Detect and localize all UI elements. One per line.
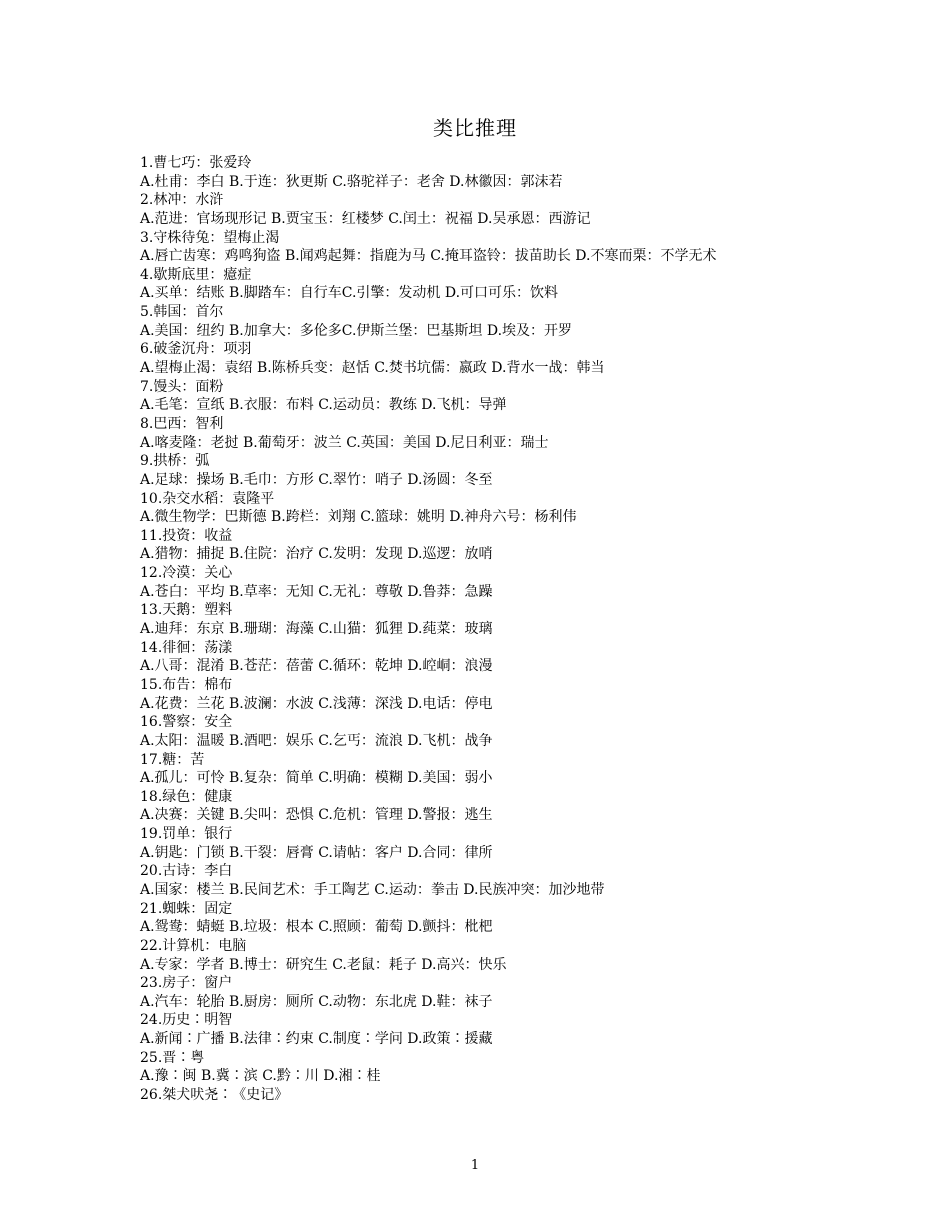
question-stem: 21.蜘蛛：固定 [140,900,233,917]
answer-options: A.美国：纽约 B.加拿大：多伦多C.伊斯兰堡：巴基斯坦 D.埃及：开罗 [140,322,573,339]
question-stem: 5.韩国：首尔 [140,304,224,321]
answer-options: A.足球：操场 B.毛巾：方形 C.翠竹：哨子 D.汤圆：冬至 [140,471,493,488]
answer-options: A.唇亡齿寒：鸡鸣狗盗 B.闻鸡起舞：指鹿为马 C.掩耳盗铃：拔苗助长 D.不寒而栗：不学无术 [140,248,717,265]
question-stem: 11.投资：收益 [140,527,233,544]
answer-options: A.鸳鸯：蜻蜓 B.垃圾：根本 C.照顾：葡萄 D.颤抖：枇杷 [140,919,493,936]
question-stem: 22.计算机：电脑 [140,937,247,954]
question-stem: 9.拱桥：弧 [140,453,210,470]
question-stem: 7.馒头：面粉 [140,378,224,395]
answer-options: A.杜甫：李白 B.于连：狄更斯 C.骆驼祥子：老舍 D.林徽因：郭沫若 [140,173,563,190]
question-stem: 12.冷漠：关心 [140,565,233,582]
answer-options: A.迪拜：东京 B.珊瑚：海藻 C.山猫：狐狸 D.莼菜：玻璃 [140,621,493,638]
answer-options: A.国家：楼兰 B.民间艺术：手工陶艺 C.运动：拳击 D.民族冲突：加沙地带 [140,881,605,898]
question-stem: 13.天鹅：塑料 [140,602,233,619]
question-stem: 20.古诗：李白 [140,863,233,880]
question-stem: 6.破釜沉舟：项羽 [140,341,252,358]
answer-options: A.微生物学：巴斯德 B.跨栏：刘翔 C.篮球：姚明 D.神舟六号：杨利伟 [140,509,577,526]
question-stem: 26.桀犬吠尧∶《史记》 [140,1087,289,1104]
answer-options: A.豫∶闽 B.冀∶滨 C.黔∶川 D.湘∶桂 [140,1068,381,1085]
question-stem: 19.罚单：银行 [140,826,233,843]
answer-options: A.猎物：捕捉 B.住院：治疗 C.发明：发现 D.巡逻：放哨 [140,546,493,563]
question-list [140,154,830,1105]
document-title: 类比推理 [433,116,517,140]
answer-options: A.喀麦隆：老挝 B.葡萄牙：波兰 C.英国：美国 D.尼日利亚：瑞士 [140,434,549,451]
page-number: 1 [470,1158,480,1173]
question-stem: 17.糖：苦 [140,751,205,768]
answer-options: A.苍白：平均 B.草率：无知 C.无礼：尊敬 D.鲁莽：急躁 [140,583,493,600]
question-stem: 15.布告：棉布 [140,676,233,693]
answer-options: A.范进：官场现形记 B.贾宝玉：红楼梦 C.闰土：祝福 D.吴承恩：西游记 [140,210,591,227]
question-stem: 8.巴西：智利 [140,415,224,432]
answer-options: A.毛笔：宣纸 B.衣服：布料 C.运动员：教练 D.飞机：导弹 [140,397,507,414]
question-stem: 18.绿色：健康 [140,788,233,805]
question-stem: 1.曹七巧：张爱玲 [140,155,252,171]
question-stem: 2.林冲：水浒 [140,192,224,209]
question-stem: 14.徘徊：荡漾 [140,639,233,656]
question-stem: 24.历史∶明智 [140,1012,233,1029]
answer-options: A.八哥：混淆 B.苍茫：蓓蕾 C.循环：乾坤 D.崆峒：浪漫 [140,658,493,675]
answer-options: A.决赛：关键 B.尖叫：恐惧 C.危机：管理 D.警报：逃生 [140,807,493,824]
answer-options: A.钥匙：门锁 B.干裂：唇膏 C.请帖：客户 D.合同：律所 [140,844,493,861]
answer-options: A.新闻∶广播 B.法律∶约束 C.制度∶学问 D.政策∶援藏 [140,1031,493,1048]
question-stem: 10.杂交水稻：袁隆平 [140,490,275,507]
answer-options: A.太阳：温暖 B.酒吧：娱乐 C.乞丐：流浪 D.飞机：战争 [140,732,493,749]
answer-options: A.望梅止渴：袁绍 B.陈桥兵变：赵恬 C.焚书坑儒：嬴政 D.背水一战：韩当 [140,360,605,377]
answer-options: A.买单：结账 B.脚踏车：自行车C.引擎：发动机 D.可口可乐：饮料 [140,285,559,302]
question-stem: 23.房子：窗户 [140,975,233,992]
question-stem: 3.守株待兔：望梅止渴 [140,229,280,246]
answer-options: A.花费：兰花 B.波澜：水波 C.浅薄：深浅 D.电话：停电 [140,695,493,712]
question-stem: 16.警察：安全 [140,714,233,731]
answer-options: A.专家：学者 B.博士：研究生 C.老鼠：耗子 D.高兴：快乐 [140,956,507,973]
answer-options: A.汽车：轮胎 B.厨房：厕所 C.动物：东北虎 D.鞋：袜子 [140,993,493,1010]
question-stem: 25.晋∶粤 [140,1049,205,1066]
question-stem: 4.歇斯底里：癔症 [140,266,252,283]
answer-options: A.孤儿：可怜 B.复杂：简单 C.明确：模糊 D.美国：弱小 [140,770,493,787]
